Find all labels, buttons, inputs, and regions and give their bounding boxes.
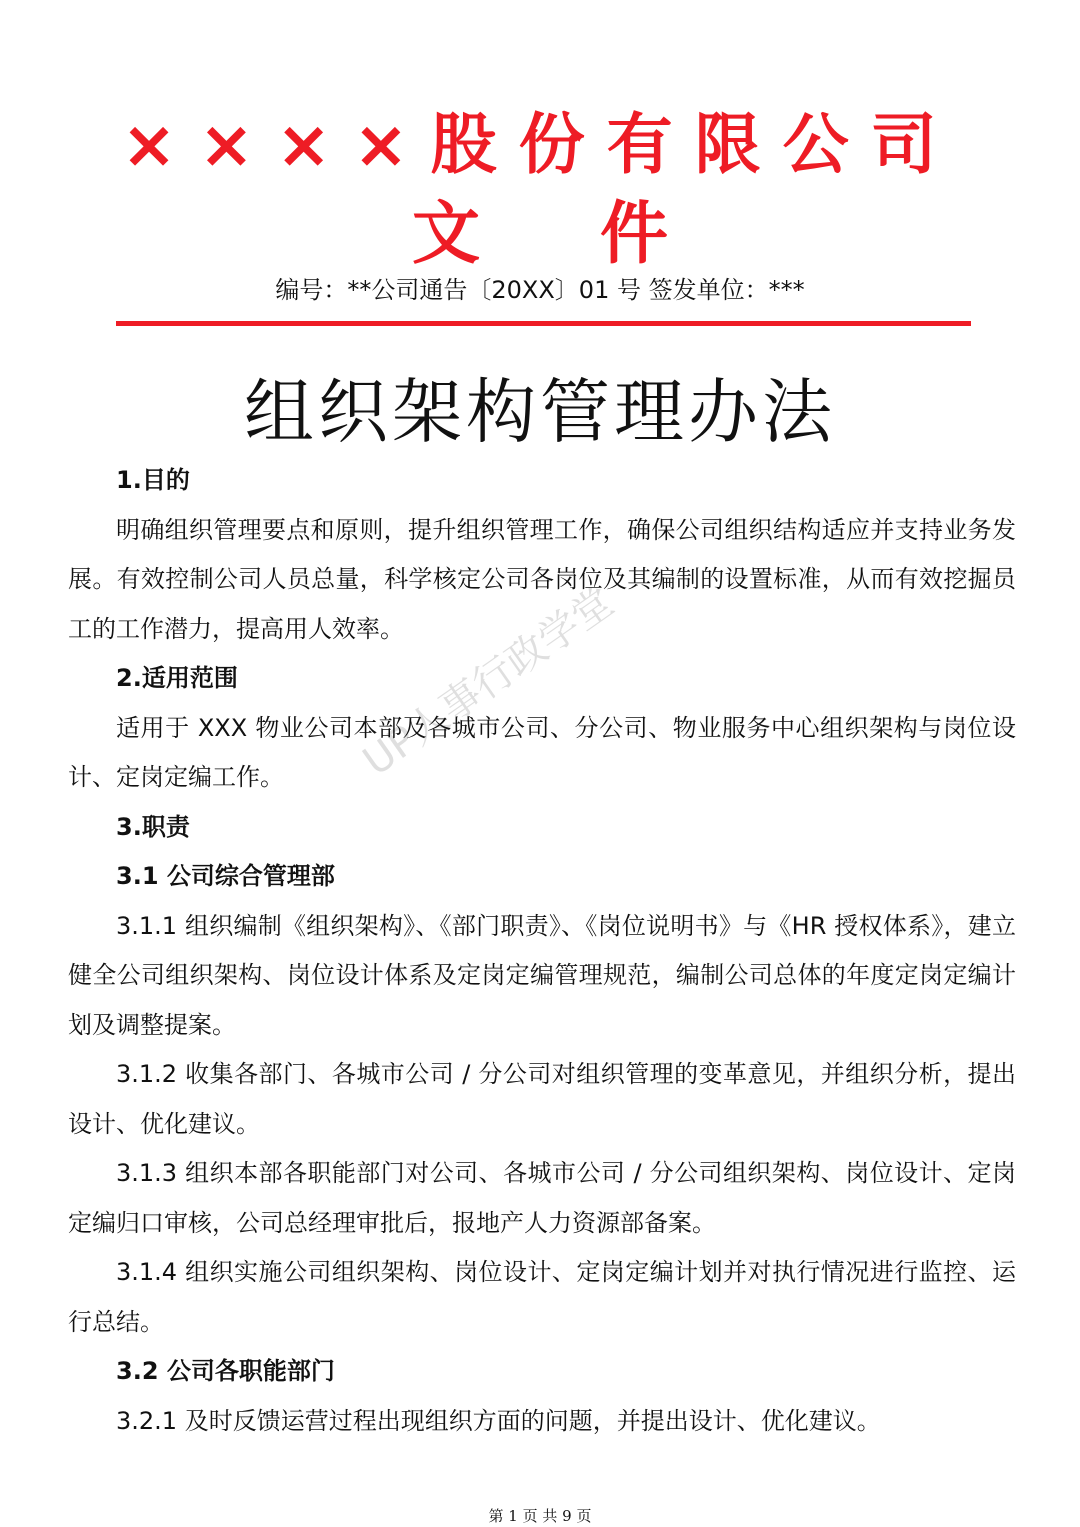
paragraph-3-1-1: 3.1.1 组织编制《组织架构》、《部门职责》、《岗位说明书》与《HR 授权体系》，建立健全公司组织架构、岗位设计体系及定岗定编管理规范，编制公司总体的年度定岗定编计划及调整提案。 <box>68 911 1016 1039</box>
doc-kind-char-2: 件 <box>600 195 669 274</box>
section-heading-responsibilities: 3.职责 <box>116 812 190 841</box>
paragraph-scope: 适用于 XXX 物业公司本部及各城市公司、分公司、物业服务中心组织架构与岗位设计、定岗定编工作。 <box>68 713 1016 791</box>
subsection-heading-admin-dept: 3.1 公司综合管理部 <box>116 862 335 890</box>
document-body <box>68 456 1016 1446</box>
paragraph-3-1-3: 3.1.3 组织本部各职能部门对公司、各城市公司 / 分公司组织架构、岗位设计、定岗定编归口审核，公司总经理审批后，报地产人力资源部备案。 <box>68 1159 1016 1237</box>
company-name: ××××股份有限公司 <box>121 106 959 183</box>
watermark: UP人事行政学堂 <box>355 579 622 786</box>
paragraph-3-1-2: 3.1.2 收集各部门、各城市公司 / 分公司对组织管理的变革意见，并组织分析，提出设计、优化建议。 <box>68 1060 1016 1138</box>
doc-kind-char-1: 文 <box>411 195 480 274</box>
document-number-line: 编号：**公司通告〔20XX〕01 号 签发单位：*** <box>275 276 805 304</box>
section-heading-purpose: 1.目的 <box>116 466 190 494</box>
subsection-heading-functional-depts: 3.2 公司各职能部门 <box>116 1357 335 1385</box>
page-number-footer: 第 1 页 共 9 页 <box>488 1507 592 1525</box>
paragraph-purpose: 明确组织管理要点和原则，提升组织管理工作，确保公司组织结构适应并支持业务发展。有效控制公司人员总量，科学核定公司各岗位及其编制的设置标准，从而有效挖掘员工的工作潜力，提高用人效率。 <box>68 515 1016 643</box>
document-kind <box>0 190 1080 280</box>
page-title: 组织架构管理办法 <box>244 371 836 453</box>
paragraph-3-1-4: 3.1.4 组织实施公司组织架构、岗位设计、定岗定编计划并对执行情况进行监控、运行总结。 <box>68 1258 1016 1336</box>
red-header-divider <box>116 321 971 326</box>
section-heading-scope: 2.适用范围 <box>116 664 238 692</box>
paragraph-3-2-1: 3.2.1 及时反馈运营过程出现组织方面的问题，并提出设计、优化建议。 <box>116 1406 881 1435</box>
